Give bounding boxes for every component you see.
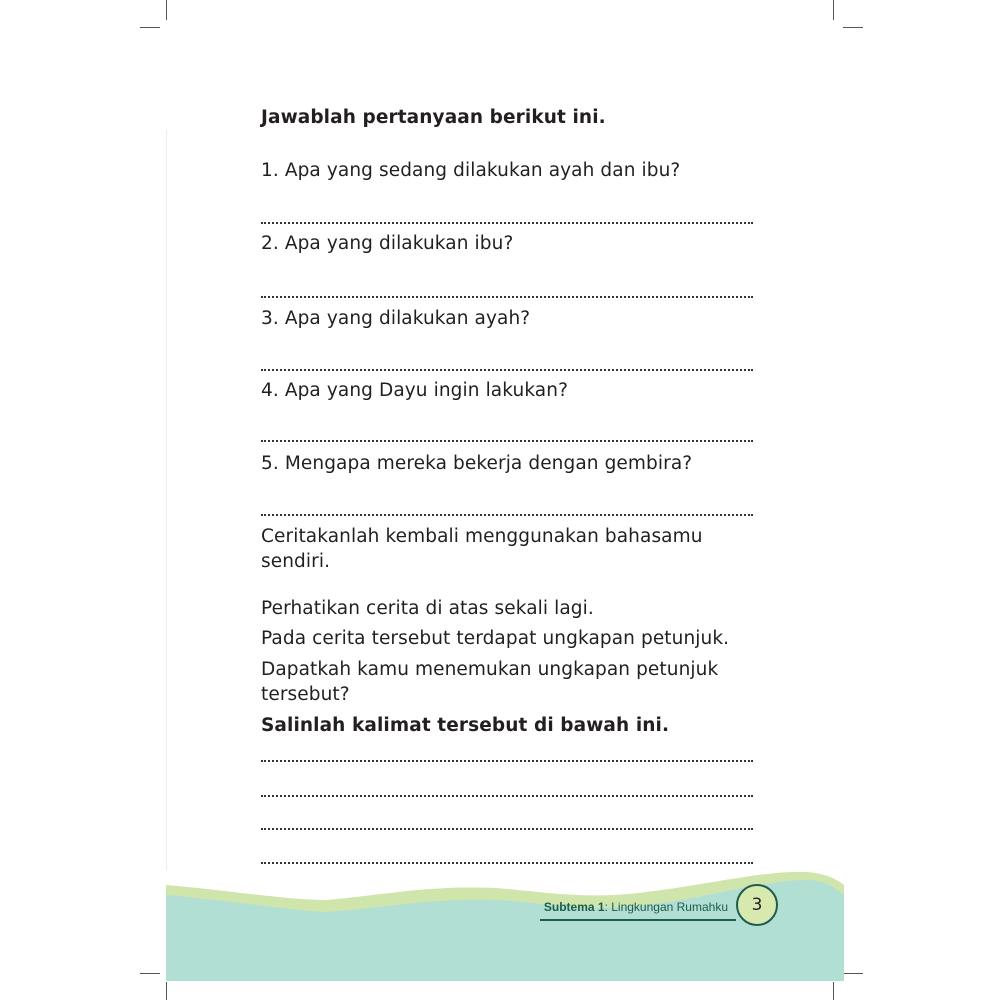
question-4: 4. Apa yang Dayu ingin lakukan? xyxy=(261,380,568,401)
crop-mark xyxy=(140,27,160,28)
answer-line-3[interactable] xyxy=(261,369,753,371)
crop-mark xyxy=(166,982,167,1000)
footer-subtema xyxy=(544,900,728,914)
question-2: 2. Apa yang dilakukan ibu? xyxy=(261,233,514,254)
footer-wave xyxy=(166,870,844,981)
retell-line-2: sendiri. xyxy=(261,551,331,572)
paragraph-line-1: Perhatikan cerita di atas sekali lagi. xyxy=(261,598,594,619)
paragraph-line-4: tersebut? xyxy=(261,684,350,705)
copy-line-2[interactable] xyxy=(261,795,753,797)
paragraph-line-2: Pada cerita tersebut terdapat ungkapan petunjuk. xyxy=(261,628,730,649)
answer-line-1[interactable] xyxy=(261,222,753,224)
copy-instruction: Salinlah kalimat tersebut di bawah ini. xyxy=(261,715,670,736)
crop-mark xyxy=(833,982,834,1000)
question-5: 5. Mengapa mereka bekerja dengan gembira? xyxy=(261,453,693,474)
crop-mark xyxy=(833,0,834,20)
crop-mark xyxy=(166,0,167,20)
crop-mark xyxy=(843,973,863,974)
retell-line-1: Ceritakanlah kembali menggunakan bahasamu xyxy=(261,526,703,547)
question-3: 3. Apa yang dilakukan ayah? xyxy=(261,308,531,329)
footer-underline xyxy=(540,919,736,921)
answer-line-4[interactable] xyxy=(261,440,753,442)
copy-line-3[interactable] xyxy=(261,828,753,830)
page-number: 3 xyxy=(736,884,778,926)
crop-mark xyxy=(140,973,160,974)
subtema-title: : Lingkungan Rumahku xyxy=(604,900,728,914)
copy-line-4[interactable] xyxy=(261,862,753,864)
answer-line-2[interactable] xyxy=(261,296,753,298)
subtema-label: Subtema 1 xyxy=(543,900,605,914)
question-1: 1. Apa yang sedang dilakukan ayah dan ibu? xyxy=(261,160,681,181)
page-edge xyxy=(166,130,167,870)
instruction-heading: Jawablah pertanyaan berikut ini. xyxy=(261,107,606,128)
paragraph-line-3: Dapatkah kamu menemukan ungkapan petunjuk xyxy=(261,659,719,680)
answer-line-5[interactable] xyxy=(261,514,753,516)
crop-mark xyxy=(843,27,863,28)
copy-line-1[interactable] xyxy=(261,760,753,762)
